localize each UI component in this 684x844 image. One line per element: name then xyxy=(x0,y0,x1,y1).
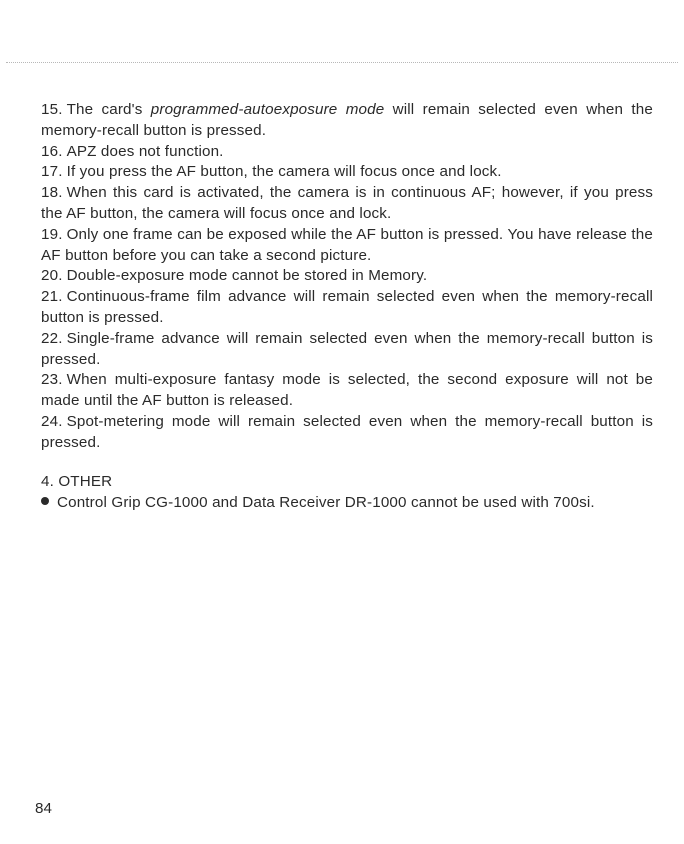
note-number: 16. xyxy=(41,142,63,160)
note-text: Single-frame advance will remain selected even when the memory-recall button is pressed. xyxy=(41,329,653,368)
note-number: 24. xyxy=(41,412,63,430)
note-text: Double-exposure mode cannot be stored in Memory. xyxy=(66,267,428,285)
note-text: Continuous-frame film advance will remain selected even when the memory-recall button is pressed. xyxy=(41,288,653,326)
note-item xyxy=(41,142,653,163)
note-number: 17. xyxy=(41,163,63,181)
note-emphasis: programmed-autoexposure mode xyxy=(150,101,385,118)
note-text: APZ does not function. xyxy=(66,142,224,160)
note-number: 21. xyxy=(41,288,63,306)
note-number: 18. xyxy=(41,184,63,202)
note-text: If you press the AF button, the camera will focus once and lock. xyxy=(66,163,502,181)
note-item xyxy=(41,100,653,142)
note-number: 15. xyxy=(41,101,63,118)
note-number: 19. xyxy=(41,225,63,243)
note-text: When this card is activated, the camera is in continuous AF; however, if you press the AF button, the camera will focus once and lock. xyxy=(41,184,653,222)
section-heading: 4. OTHER xyxy=(41,473,113,490)
note-text: When multi-exposure fantasy mode is selected, the second exposure will not be made until the AF button is released. xyxy=(41,371,653,410)
note-text: The card's xyxy=(66,101,151,118)
notes-list xyxy=(41,100,653,454)
note-number: 22. xyxy=(41,329,63,347)
note-item xyxy=(41,412,653,454)
note-number: 20. xyxy=(41,267,63,285)
note-item xyxy=(41,162,653,183)
note-text: Spot-metering mode will remain selected even when the memory-recall button is pressed. xyxy=(41,412,653,451)
note-number: 23. xyxy=(41,371,63,389)
note-item xyxy=(41,287,653,329)
bullet-text: Control Grip CG-1000 and Data Receiver DR-1000 cannot be used with 700si. xyxy=(57,493,595,511)
note-item xyxy=(41,329,653,371)
bullet-item xyxy=(41,493,653,514)
note-text: Only one frame can be exposed while the AF button is pressed. You have release the AF button before you can take a second picture. xyxy=(41,225,653,264)
bullet-dot-icon xyxy=(41,497,49,505)
note-item xyxy=(41,183,653,225)
other-section xyxy=(41,472,653,514)
header-rule xyxy=(6,62,678,63)
note-item xyxy=(41,225,653,267)
note-item xyxy=(41,370,653,412)
page-number: 84 xyxy=(35,800,52,817)
note-item xyxy=(41,266,653,287)
note-text-end: will remain selected even when the memory-recall button is pressed. xyxy=(41,101,653,139)
